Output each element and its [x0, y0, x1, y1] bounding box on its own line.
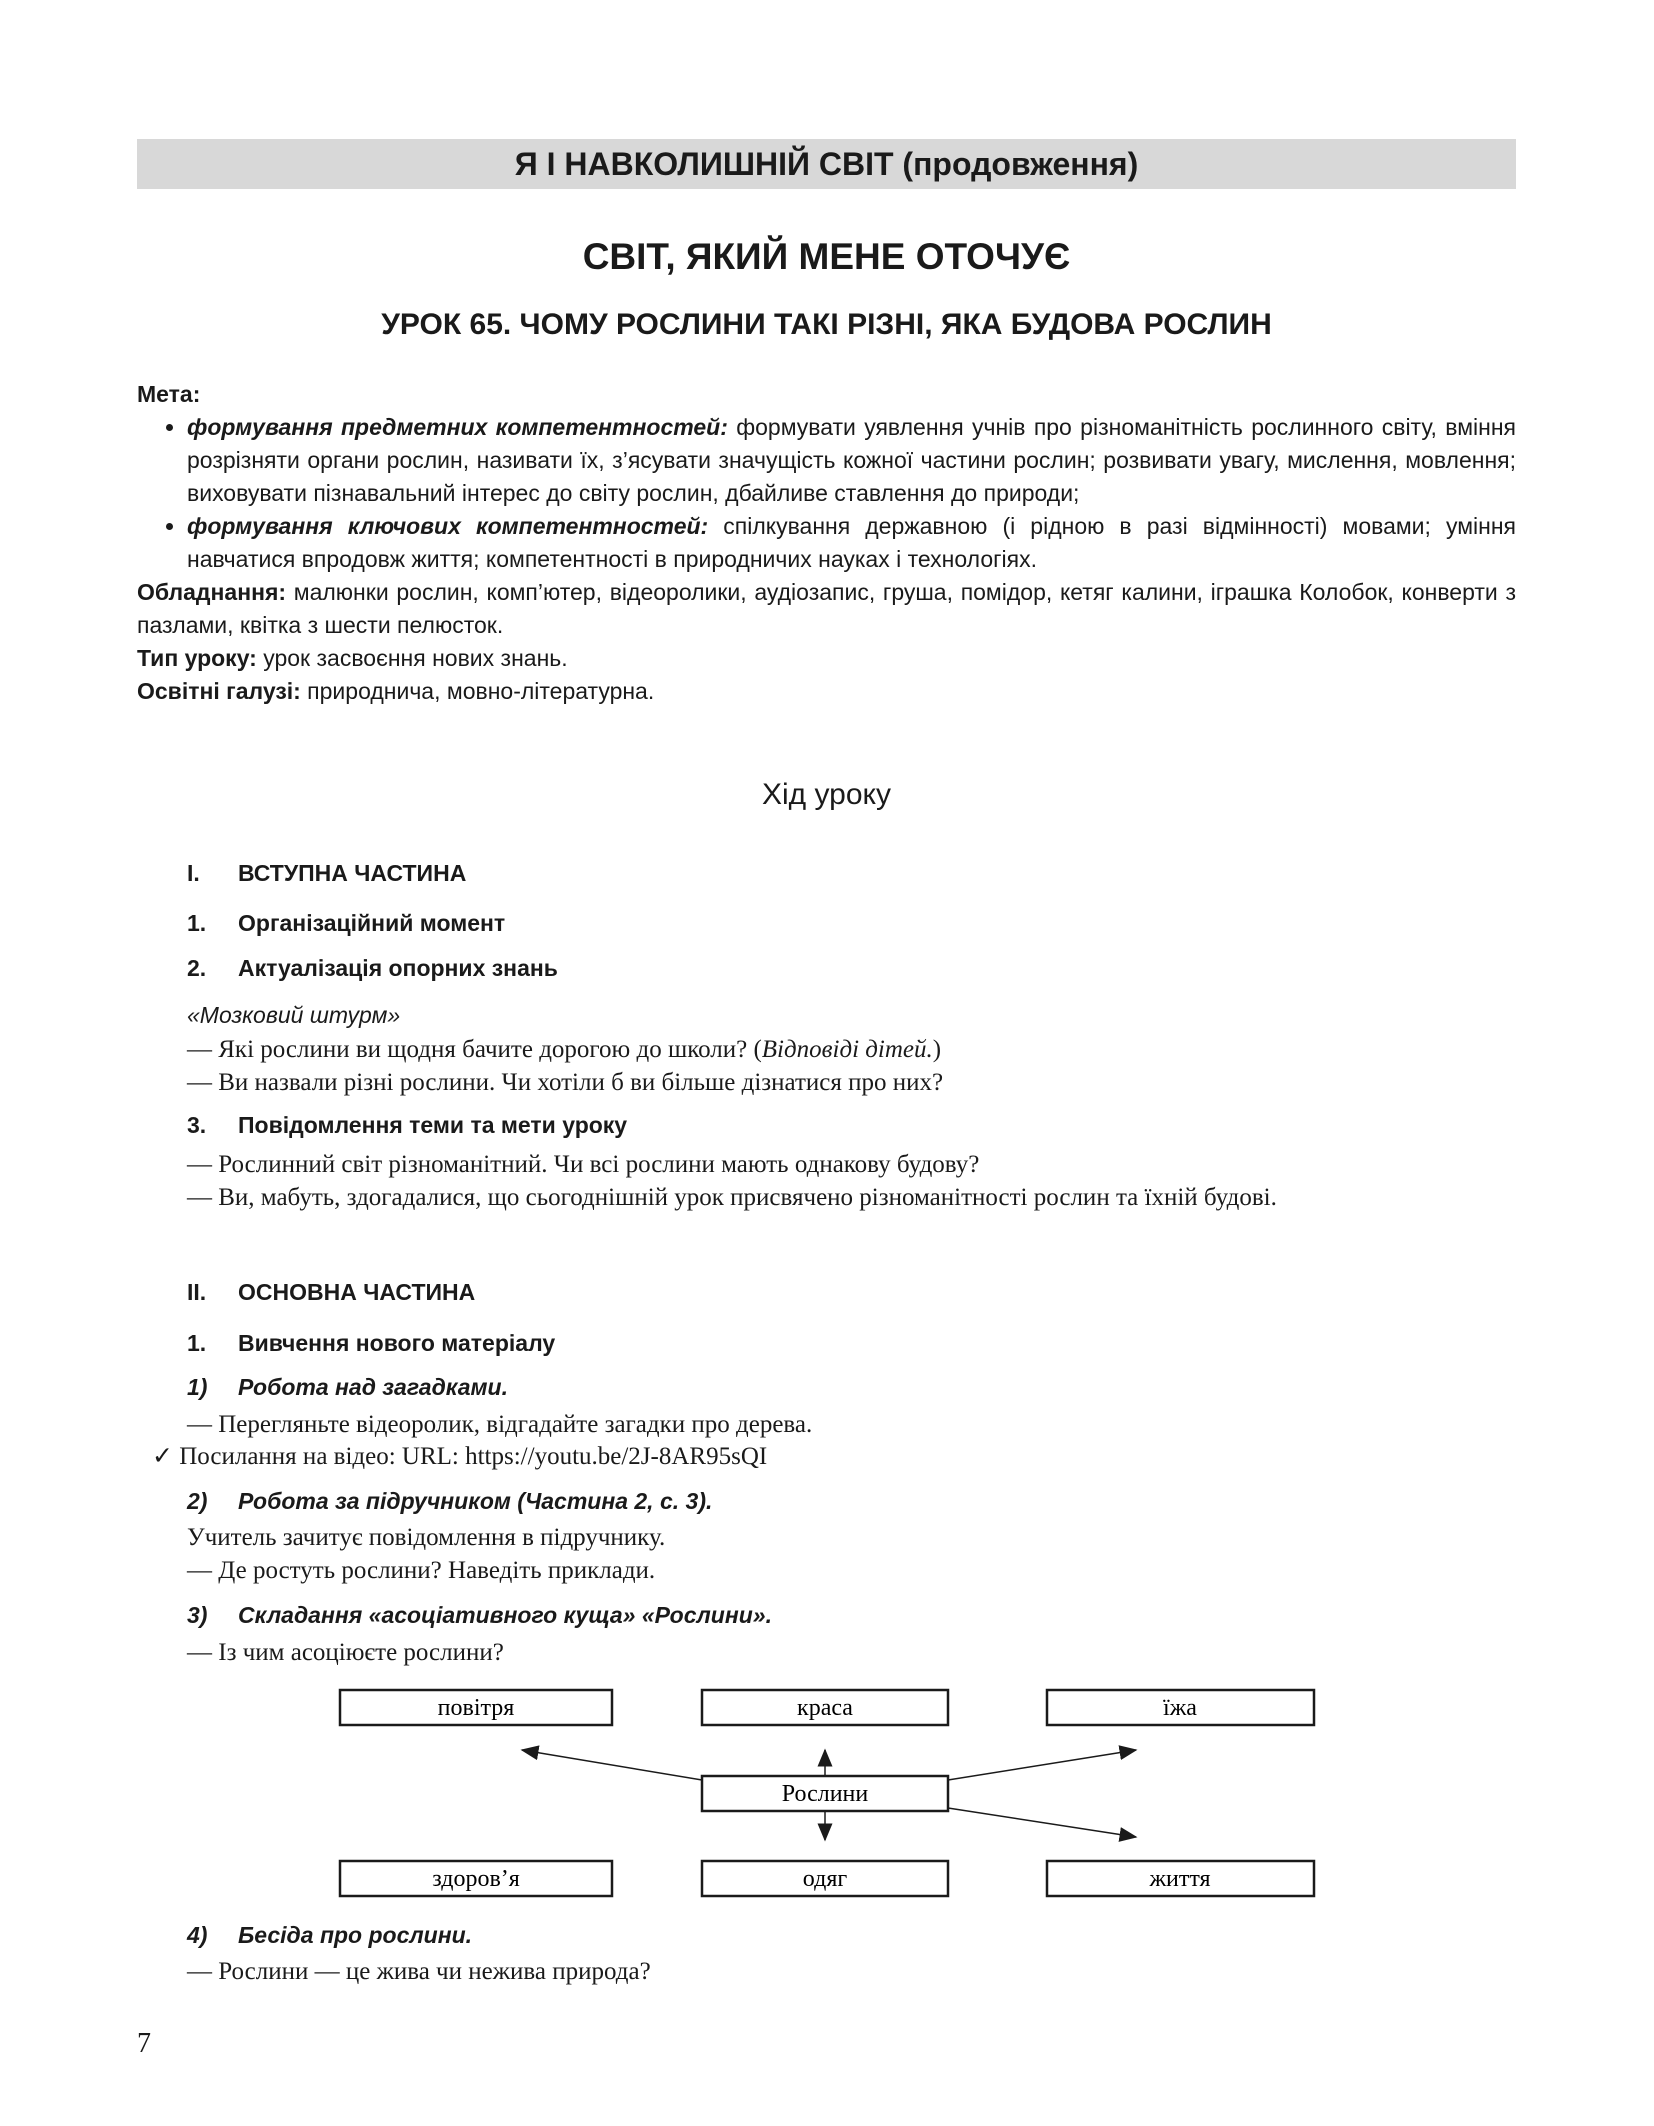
check-icon: ✓ [152, 1443, 173, 1470]
educational-fields: Освітні галузі: природнича, мовно-літературна. [137, 678, 655, 704]
arrow-life [948, 1808, 1136, 1837]
equipment: Обладнання: малюнки рослин, комп’ютер, відеоролики, аудіозапис, груша, помідор, кетяг калини, іграшка Колобок, конверти з пазлами, квітка з шести пелюсток. [137, 579, 1516, 638]
goal-item: • формування ключових компетентностей: спілкування державною (і рідною в разі відмінності) мовами; уміння навчатися впродовж життя; компетентності в природничих науках і технологіях. [187, 510, 1516, 576]
course-heading: Хід уроку [761, 778, 891, 811]
question-line: — Із чим асоціюєте рослини? [187, 1639, 504, 1666]
question-line: — Які рослини ви щодня бачите дорогою до школи? (Відповіді дітей.) [187, 1036, 942, 1063]
question-line: — Ви, мабуть, здогадалися, що сьогоднішній урок присвячено різноманітності рослин та їхній будові. [187, 1184, 1277, 1211]
lesson-type: Тип уроку: урок засвоєння нових знань. [137, 645, 568, 671]
instruction-line: — Перегляньте відеоролик, відгадайте загадки про дерева. [187, 1411, 813, 1438]
video-link[interactable]: Посилання на відео: URL: https://youtu.be/2J-8AR95sQI [179, 1443, 768, 1470]
brainstorm-label: «Мозковий штурм» [187, 1002, 401, 1028]
node-life: життя [1149, 1866, 1211, 1892]
goal-label: Мета: [137, 381, 201, 407]
question-line: — Рослинний світ різноманітний. Чи всі рослини мають однакову будову? [187, 1151, 980, 1178]
node-air: повітря [437, 1695, 515, 1721]
question-line: — Де ростуть рослини? Наведіть приклади. [187, 1557, 656, 1584]
lesson-title: УРОК 65. ЧОМУ РОСЛИНИ ТАКІ РІЗНІ, ЯКА БУДОВА РОСЛИН [381, 308, 1272, 341]
arrow-food [948, 1750, 1136, 1780]
instruction-line: Учитель зачитує повідомлення в підручнику. [187, 1524, 666, 1551]
page-number: 7 [137, 2028, 151, 2059]
video-link-line [152, 1440, 1482, 1474]
node-beauty: краса [797, 1695, 853, 1721]
section-title: СВІТ, ЯКИЙ МЕНЕ ОТОЧУЄ [582, 236, 1071, 277]
node-center: Рослини [781, 1781, 869, 1807]
chapter-banner: Я І НАВКОЛИШНІЙ СВІТ (продовження) [137, 139, 1516, 189]
node-food: їжа [1163, 1695, 1197, 1721]
node-clothes: одяг [802, 1866, 848, 1892]
node-health: здоров’я [432, 1866, 520, 1892]
lesson-meta [137, 378, 1516, 708]
question-line: — Рослини — це жива чи нежива природа? [187, 1958, 651, 1985]
arrow-air [522, 1750, 702, 1780]
goal-item: • формування предметних компетентностей: формувати уявлення учнів про різноманітність рослинного світу, вміння розрізняти органи рослин, називати їх, з’ясувати значущість кожної частини рослин; розвивати увагу, мислення, мовлення; виховувати пізнавальний інтерес до світу рослин, дбайливе ставлення до природи; [187, 411, 1516, 510]
association-diagram [330, 1680, 1330, 1910]
goal-list [137, 411, 1516, 576]
question-line: — Ви назвали різні рослини. Чи хотіли б ви більше дізнатися про них? [187, 1069, 944, 1096]
